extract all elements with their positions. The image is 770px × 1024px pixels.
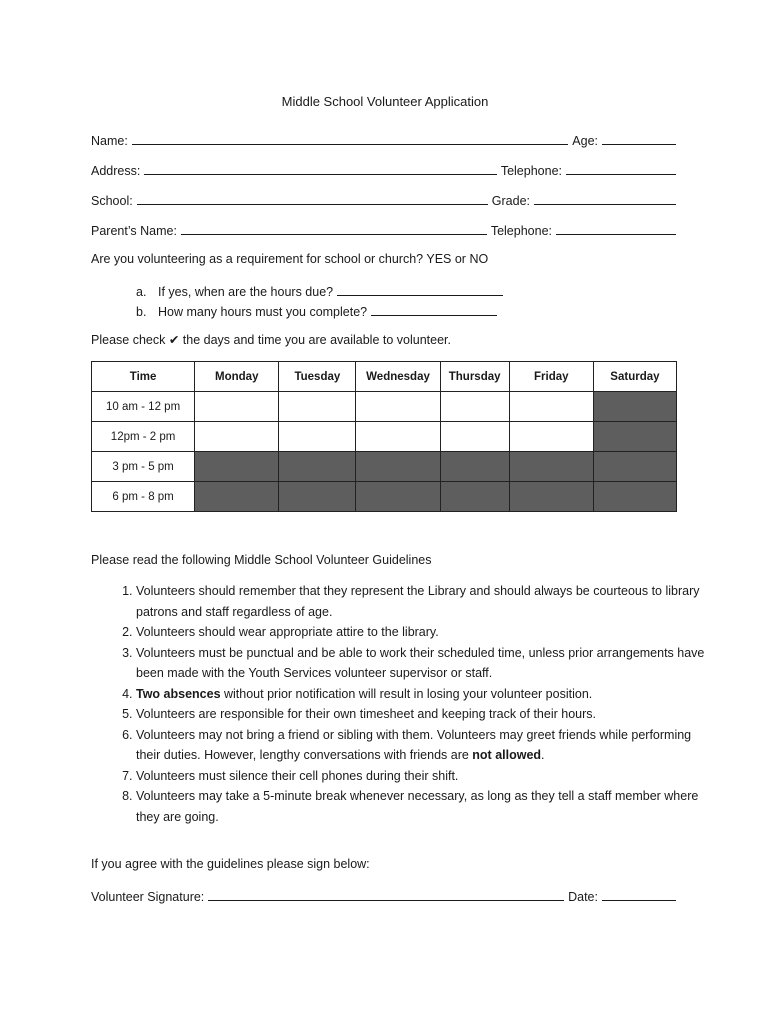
table-row (92, 452, 677, 482)
availability-check-cell-tuesday[interactable] (279, 422, 356, 452)
availability-check-cell-tuesday[interactable] (279, 392, 356, 422)
guideline-text: Volunteers may not bring a friend or sibling with them. Volunteers may greet friends while performing their duties. However, lengthy conversations with friends are (136, 727, 692, 762)
address-field[interactable] (144, 173, 496, 175)
availability-table (91, 361, 677, 512)
list-item (136, 622, 716, 643)
sub-question-text: If yes, when are the hours due? (158, 285, 334, 299)
availability-check-cell-friday[interactable] (509, 422, 593, 452)
time-slot-cell: 6 pm - 8 pm (92, 482, 195, 512)
table-header-row (92, 362, 677, 392)
table-row (92, 482, 677, 512)
unavailable-cell-thursday (440, 452, 509, 482)
unavailable-cell-tuesday (279, 452, 356, 482)
address-label: Address: (91, 164, 141, 178)
list-item (136, 581, 716, 622)
signature-label: Volunteer Signature: (91, 890, 205, 904)
parent-name-field[interactable] (181, 233, 487, 235)
school-label: School: (91, 194, 133, 208)
list-item (136, 704, 716, 725)
check-instruction: Please check ✔ the days and time you are available to volunteer. (91, 333, 451, 347)
telephone-field[interactable] (566, 173, 676, 175)
time-slot-cell: 10 am - 12 pm (92, 392, 195, 422)
header-wednesday: Wednesday (356, 362, 440, 392)
guideline-text: Volunteers should remember that they represent the Library and should always be courteous to library patrons and staff regardless of age. (136, 584, 700, 619)
name-field[interactable] (132, 143, 568, 145)
page-title: Middle School Volunteer Application (281, 94, 489, 109)
unavailable-cell-friday (509, 452, 593, 482)
school-row (91, 190, 676, 208)
unavailable-cell-friday (509, 482, 593, 512)
availability-check-cell-thursday[interactable] (440, 392, 509, 422)
guideline-text: without prior notification will result in losing your volunteer position. (220, 686, 593, 701)
date-label: Date: (568, 890, 598, 904)
age-label: Age: (572, 134, 598, 148)
guideline-text: . (541, 748, 545, 762)
list-item (136, 766, 716, 787)
sub-question-text: How many hours must you complete? (158, 305, 368, 319)
hours-complete-field[interactable] (371, 314, 497, 316)
availability-check-cell-monday[interactable] (195, 422, 279, 452)
sub-question-a (136, 281, 507, 299)
guidelines-heading: Please read the following Middle School Volunteer Guidelines (91, 553, 432, 567)
school-field[interactable] (137, 203, 488, 205)
unavailable-cell-saturday (593, 392, 676, 422)
availability-check-cell-thursday[interactable] (440, 422, 509, 452)
list-item (136, 684, 716, 705)
sub-question-marker: a. (136, 285, 147, 299)
address-row (91, 160, 676, 178)
guideline-text: Volunteers must be punctual and be able to work their scheduled time, unless prior arrangements have been made with the Youth Services volunteer supervisor or staff. (136, 645, 705, 680)
table-row (92, 422, 677, 452)
availability-check-cell-monday[interactable] (195, 392, 279, 422)
guideline-text: Volunteers should wear appropriate attire to the library. (136, 625, 439, 639)
header-tuesday: Tuesday (279, 362, 356, 392)
grade-label: Grade: (491, 194, 530, 208)
header-monday: Monday (195, 362, 279, 392)
unavailable-cell-saturday (593, 482, 676, 512)
guideline-emphasis: not allowed (472, 748, 542, 762)
guideline-emphasis: Two absences (136, 686, 221, 701)
date-field[interactable] (602, 899, 676, 901)
parent-row (91, 220, 676, 238)
table-row (92, 392, 677, 422)
availability-check-cell-friday[interactable] (509, 392, 593, 422)
parent-name-label: Parent’s Name: (91, 224, 177, 238)
hours-due-field[interactable] (337, 294, 503, 296)
header-thursday: Thursday (440, 362, 509, 392)
signature-row (91, 886, 676, 904)
name-row (91, 130, 676, 148)
requirement-question: Are you volunteering as a requirement for school or church? YES or NO (91, 252, 489, 266)
list-item (136, 725, 716, 766)
unavailable-cell-thursday (440, 482, 509, 512)
time-slot-cell: 12pm - 2 pm (92, 422, 195, 452)
signature-field[interactable] (208, 899, 564, 901)
guideline-text: Volunteers must silence their cell phones during their shift. (136, 768, 459, 783)
unavailable-cell-wednesday (356, 452, 440, 482)
time-slot-cell: 3 pm - 5 pm (92, 452, 195, 482)
header-saturday: Saturday (593, 362, 676, 392)
availability-check-cell-wednesday[interactable] (356, 422, 440, 452)
guideline-text: Volunteers may take a 5-minute break whenever necessary, as long as they tell a staff member where they are going. (136, 789, 699, 824)
grade-field[interactable] (534, 203, 676, 205)
parent-telephone-label: Telephone: (490, 224, 552, 238)
agree-text: If you agree with the guidelines please sign below: (91, 857, 370, 871)
list-item (136, 786, 716, 827)
unavailable-cell-monday (195, 452, 279, 482)
list-item (136, 643, 716, 684)
unavailable-cell-saturday (593, 452, 676, 482)
sub-question-b (136, 301, 501, 319)
header-friday: Friday (509, 362, 593, 392)
unavailable-cell-wednesday (356, 482, 440, 512)
unavailable-cell-monday (195, 482, 279, 512)
telephone-label: Telephone: (500, 164, 562, 178)
name-label: Name: (91, 134, 128, 148)
unavailable-cell-saturday (593, 422, 676, 452)
sub-question-marker: b. (136, 305, 147, 319)
unavailable-cell-tuesday (279, 482, 356, 512)
guidelines-list (91, 581, 716, 827)
age-field[interactable] (602, 143, 676, 145)
header-time: Time (92, 362, 195, 392)
availability-check-cell-wednesday[interactable] (356, 392, 440, 422)
parent-telephone-field[interactable] (556, 233, 676, 235)
guideline-text: Volunteers are responsible for their own timesheet and keeping track of their hours. (136, 707, 596, 721)
